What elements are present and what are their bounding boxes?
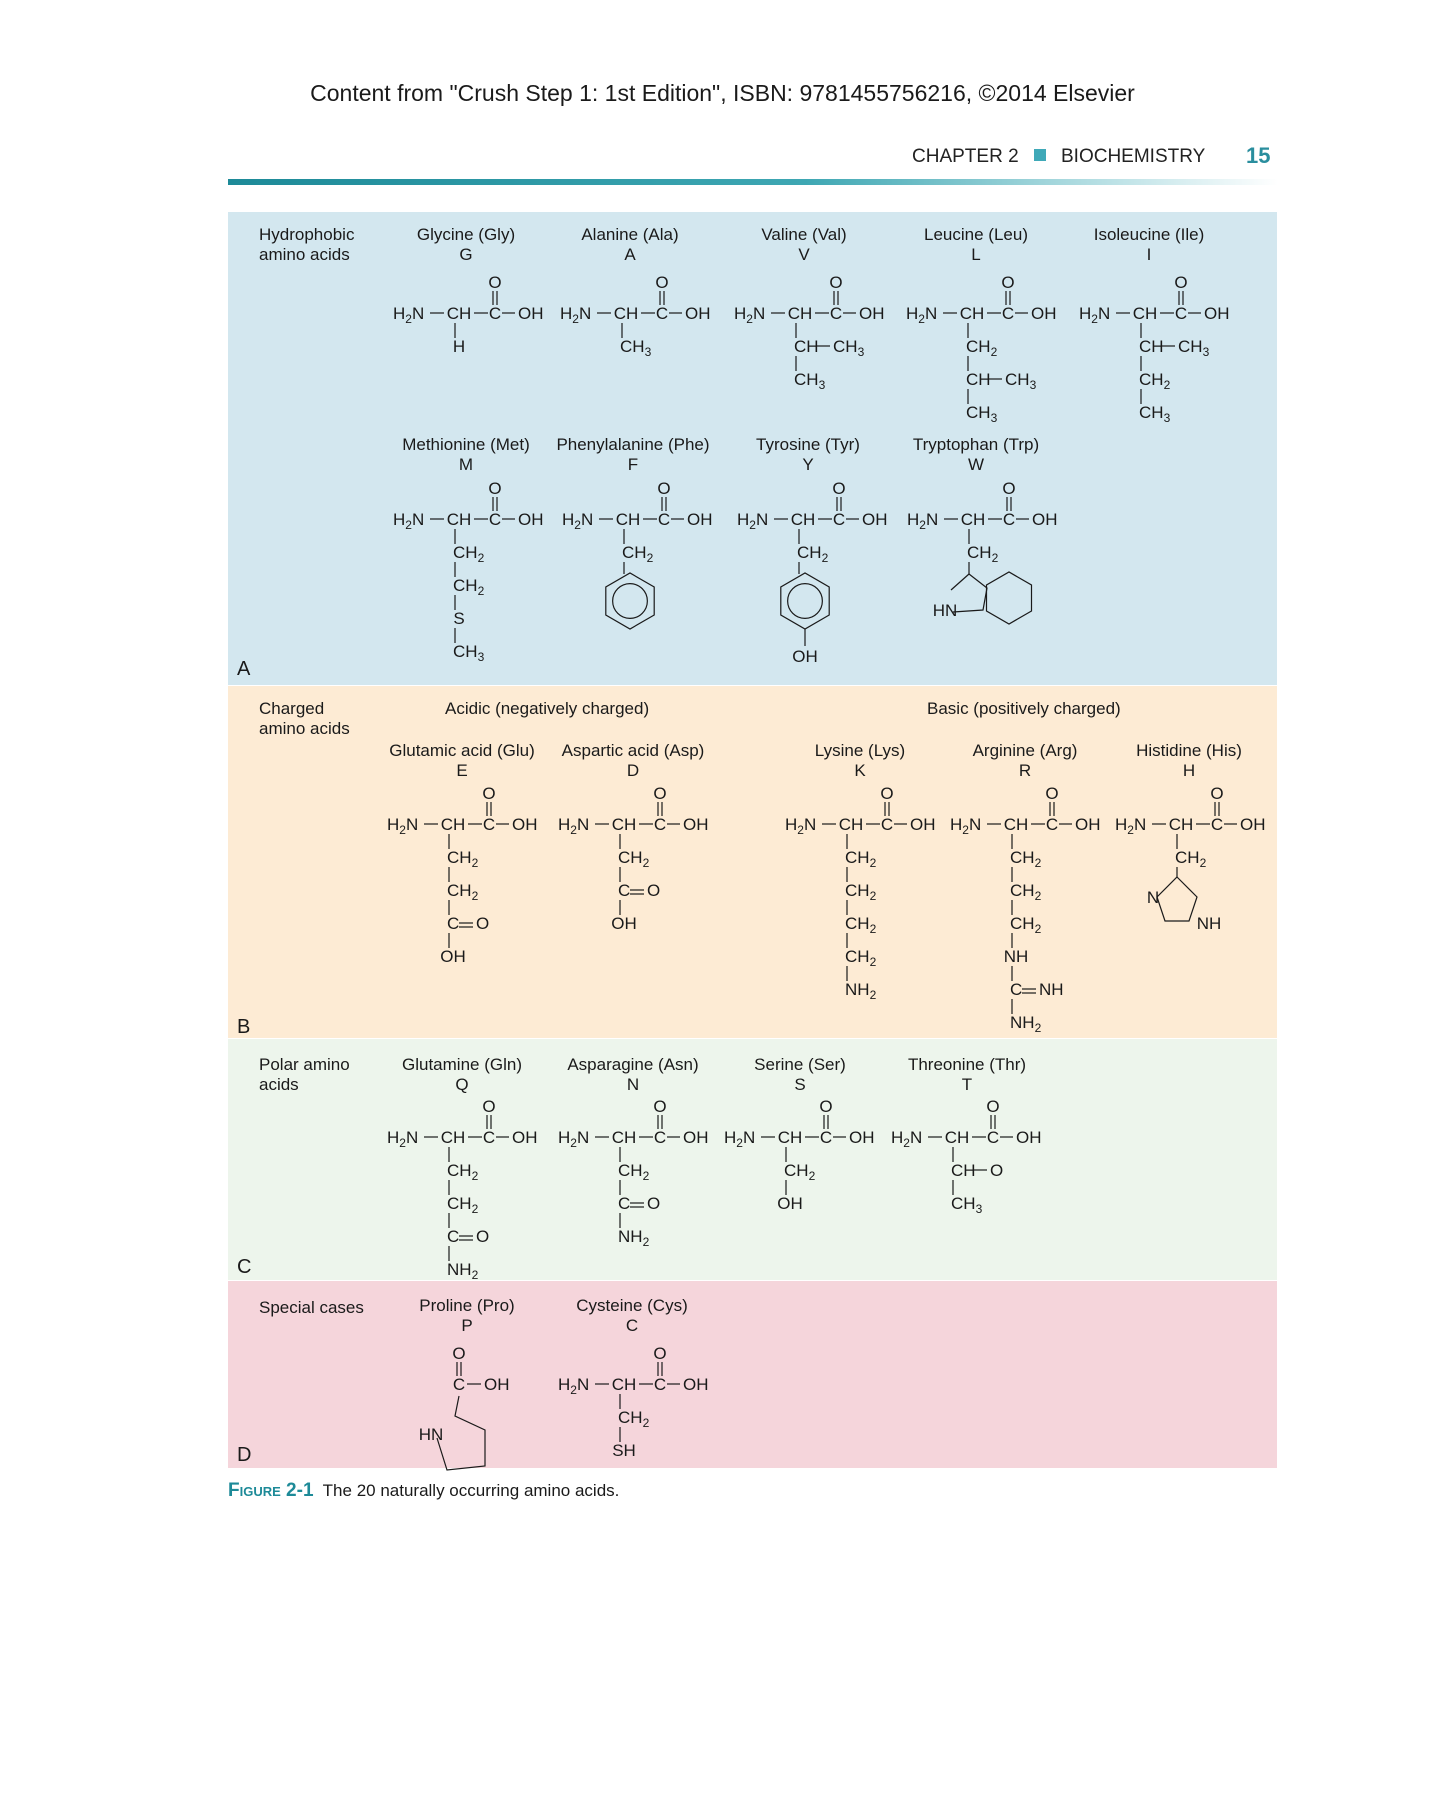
side-chain-label: $CH_2$ [618,1161,650,1183]
side-chain-label: O [476,1227,490,1246]
side-chain-label: $CH_2$ [1175,848,1207,870]
alpha-carbon-label: CH [613,304,639,323]
amine-label: $H_2N$ [891,1128,923,1150]
side-chain-label: C [1010,980,1023,999]
alpha-carbon-label: CH [446,304,472,323]
carbonyl-oxygen-label: O [657,479,671,498]
hydroxyl-label: OH [910,815,936,834]
amine-label: $H_2N$ [737,510,769,532]
amino-acid-name: Tyrosine (Tyr) Y [756,435,860,474]
carbonyl-oxygen-label: O [1210,784,1224,803]
alpha-carbon-label: CH [611,1375,637,1394]
amino-acid-name: Glycine (Gly) G [416,225,516,264]
side-chain-label: HN [932,601,958,620]
hydroxyl-label: OH [1016,1128,1042,1147]
carbonyl-carbon-label: C [482,1128,496,1147]
page-number: 15 [1246,143,1271,168]
figure-number: Figure 2-1 [228,1480,314,1501]
side-chain-label: $CH_2$ [1139,370,1171,392]
hydroxyl-label: OH [1075,815,1101,834]
alpha-carbon-label: CH [440,815,466,834]
amine-label: $H_2N$ [950,815,982,837]
alpha-carbon-label: CH [787,304,813,323]
side-chain-label: $CH_2$ [967,543,999,565]
hydroxyl-label: OH [687,510,713,529]
side-chain-label: C [447,914,460,933]
panel-c-label-line2: acids [259,1075,299,1094]
carbonyl-oxygen-label: O [488,479,502,498]
carbonyl-carbon-label: C [1002,510,1016,529]
panel-b-letter: B [237,1016,251,1038]
hydroxyl-label: OH [849,1128,875,1147]
side-chain-label: $CH_3$ [1005,370,1037,392]
panel-a-label-line1: Hydrophobic [259,225,355,244]
amino-acid-name: Valine (Val) V [761,225,847,264]
side-chain-label: O [990,1161,1004,1180]
side-chain-label: $CH_2$ [845,947,877,969]
subject-label: BIOCHEMISTRY [1061,146,1206,167]
amine-label: $H_2N$ [907,510,939,532]
pyrrolidine-ring [437,1396,485,1470]
side-chain-label: SH [612,1441,636,1460]
hydroxyl-label: OH [1032,510,1058,529]
hydroxyl-label: OH [683,1375,709,1394]
carbonyl-carbon-label: C [653,1375,667,1394]
amino-acid-name: Lysine (Lys) K [814,741,906,780]
side-chain-label: $CH_2$ [845,848,877,870]
side-chain-label: $CH_3$ [951,1194,983,1216]
side-chain-label: $CH_2$ [622,543,654,565]
carbonyl-oxygen-label: O [482,784,496,803]
alpha-carbon-label: CH [960,510,986,529]
side-chain-label: CH [1139,337,1164,356]
pyrrole-ring [953,574,987,612]
side-chain-label: C [618,1194,631,1213]
figure-caption-text: The 20 naturally occurring amino acids. [322,1481,620,1500]
hydroxyl-label: OH [1240,815,1266,834]
side-chain-label: $CH_2$ [1010,881,1042,903]
carbonyl-carbon-label: C [655,304,669,323]
hydroxyl-label: OH [518,304,544,323]
hydroxyl-label: OH [683,815,709,834]
side-chain-label: NH [1196,914,1222,933]
chapter-label: CHAPTER 2 [912,146,1019,167]
side-chain-label: $CH_2$ [447,1194,479,1216]
amine-label: $H_2N$ [387,815,419,837]
carbonyl-oxygen-label: O [880,784,894,803]
alpha-carbon-label: CH [446,510,472,529]
panel-b-label-line1: Charged [259,699,325,718]
amine-label: $H_2N$ [562,510,594,532]
side-chain-label: S [453,609,465,628]
carbonyl-carbon-label: C [653,815,667,834]
carbonyl-carbon-label: C [1001,304,1015,323]
carbonyl-oxygen-label: O [488,273,502,292]
carbonyl-oxygen-label: O [1174,273,1188,292]
carbonyl-oxygen-label: O [1002,479,1016,498]
carbonyl-oxygen-label: O [655,273,669,292]
side-chain-label: OH [611,914,637,933]
side-chain-label: $CH_2$ [845,881,877,903]
panel-a-label-line2: amino acids [259,245,350,264]
hydroxyl-label: OH [859,304,885,323]
panel-b-label-line2: amino acids [259,719,350,738]
amino-acid-name: Serine (Ser) S [754,1055,846,1094]
amino-acid-name: Isoleucine (Ile) I [1093,225,1205,264]
side-chain-label: O [647,1194,661,1213]
side-chain-label: NH [1003,947,1029,966]
carbonyl-carbon-label: C [819,1128,833,1147]
hydroxyl-label: OH [862,510,888,529]
source-banner: Content from "Crush Step 1: 1st Edition", ISBN: 9781455756216, ©2014 Elsevier [310,80,1135,106]
amine-label: $H_2N$ [734,304,766,326]
side-chain-label: N [1146,888,1160,907]
amino-acid-name: Histidine (His) H [1136,741,1242,780]
side-chain-label: HN [418,1425,444,1444]
aromatic-circle [613,584,648,619]
side-chain-label: $CH_3$ [1178,337,1210,359]
side-chain-label: $CH_2$ [447,848,479,870]
hydroxyl-label: OH [512,815,538,834]
side-chain-label: $CH_2$ [618,1408,650,1430]
amine-label: $H_2N$ [906,304,938,326]
basic-group-label: Basic (positively charged) [927,699,1121,718]
alpha-carbon-label: CH [611,1128,637,1147]
carbonyl-carbon-label: C [986,1128,1000,1147]
side-chain-label: $NH_2$ [845,980,877,1002]
carbonyl-carbon-label: C [482,815,496,834]
hydroxyl-label: OH [1204,304,1230,323]
side-chain-label: O [476,914,490,933]
side-chain-label: $CH_2$ [1010,848,1042,870]
panel-d-label: Special cases [259,1298,364,1317]
amine-label: $H_2N$ [785,815,817,837]
side-chain-label: $CH_2$ [797,543,829,565]
carbonyl-carbon-label: C [829,304,843,323]
alpha-carbon-label: CH [790,510,816,529]
amine-label: $H_2N$ [1079,304,1111,326]
carbonyl-oxygen-label: O [986,1097,1000,1116]
amino-acid-name: Glutamic acid (Glu) E [389,741,535,780]
hydroxyl-label: OH [518,510,544,529]
alpha-carbon-label: CH [838,815,864,834]
carbonyl-carbon-label: C [488,304,502,323]
amino-acid-name: Methionine (Met) M [402,435,530,474]
amino-acid-name: Cysteine (Cys) C [576,1296,688,1335]
amino-acid-name: Phenylalanine (Phe) F [556,435,710,474]
side-chain-label: CH [951,1161,976,1180]
carbonyl-carbon-label: C [488,510,502,529]
amino-acid-name: Alanine (Ala) A [581,225,679,264]
carbonyl-oxygen-label: O [819,1097,833,1116]
side-chain-label: C [618,881,631,900]
side-chain-label: $CH_2$ [784,1161,816,1183]
side-chain-label: OH [792,647,818,666]
amine-label: $H_2N$ [558,815,590,837]
side-chain-label: $NH_2$ [1010,1013,1042,1035]
carbonyl-oxygen-label: O [1045,784,1059,803]
side-chain-label: $CH_3$ [833,337,865,359]
amine-label: $H_2N$ [387,1128,419,1150]
side-chain-label: C [447,1227,460,1246]
carbonyl-carbon-label: C [832,510,846,529]
side-chain-label: O [647,881,661,900]
amine-label: $H_2N$ [724,1128,756,1150]
carbonyl-oxygen-label: O [832,479,846,498]
hydroxyl-label: OH [685,304,711,323]
imidazole-ring [1157,877,1197,921]
side-chain-label: $CH_2$ [453,576,485,598]
alpha-carbon-label: CH [611,815,637,834]
hydroxyl-label: OH [683,1128,709,1147]
side-chain-label: NH [1039,980,1064,999]
side-chain-label: $CH_3$ [453,642,485,664]
amino-acid-name: Glutamine (Gln) Q [402,1055,522,1094]
carbonyl-oxygen-label: O [829,273,843,292]
carbonyl-carbon-label: C [880,815,894,834]
side-chain-label: CH [966,370,991,389]
panel-d-letter: D [237,1444,252,1466]
side-chain-label: CH [794,337,819,356]
side-chain-label: H [452,337,466,356]
side-chain-label: $CH_2$ [453,543,485,565]
carbonyl-carbon-label: C [1210,815,1224,834]
amine-label: $H_2N$ [558,1375,590,1397]
amino-acid-name: Threonine (Thr) T [907,1055,1027,1094]
side-chain-label: $CH_3$ [794,370,826,392]
carbonyl-oxygen-label: O [653,1097,667,1116]
carbonyl-oxygen-label: O [482,1097,496,1116]
amine-label: $H_2N$ [558,1128,590,1150]
amine-label: $H_2N$ [1115,815,1147,837]
carbonyl-oxygen-label: O [653,784,667,803]
side-chain-label: $CH_3$ [1139,403,1171,425]
amino-acid-name: Asparagine (Asn) N [567,1055,699,1094]
panel-c-letter: C [237,1256,252,1278]
hydroxyl-label: OH [484,1375,510,1394]
side-chain-label: $CH_3$ [966,403,998,425]
alpha-carbon-label: CH [1003,815,1029,834]
amine-label: $H_2N$ [393,304,425,326]
alpha-carbon-label: CH [615,510,641,529]
side-chain-label: OH [440,947,466,966]
side-chain-label: $CH_3$ [620,337,652,359]
amino-acid-name: Leucine (Leu) L [924,225,1028,264]
carbonyl-carbon-label: C [452,1375,466,1394]
alpha-carbon-label: CH [440,1128,466,1147]
carbonyl-oxygen-label: O [452,1344,466,1363]
amino-acid-name: Arginine (Arg) R [972,741,1078,780]
side-chain-label: $CH_2$ [966,337,998,359]
panel-a-letter: A [237,658,251,680]
alpha-carbon-label: CH [944,1128,970,1147]
carbonyl-oxygen-label: O [1001,273,1015,292]
side-chain-label: $CH_2$ [845,914,877,936]
pyrrole-ring [951,574,969,590]
side-chain-label: $NH_2$ [447,1260,479,1282]
carbonyl-oxygen-label: O [653,1344,667,1363]
indole-benzene-ring [987,572,1032,624]
amine-label: $H_2N$ [560,304,592,326]
side-chain-label: $CH_2$ [447,1161,479,1183]
amino-acid-name: Tryptophan (Trp) W [912,435,1040,474]
hydroxyl-label: OH [512,1128,538,1147]
side-chain-label: $NH_2$ [618,1227,650,1249]
alpha-carbon-label: CH [1168,815,1194,834]
alpha-carbon-label: CH [959,304,985,323]
side-chain-label: $CH_2$ [618,848,650,870]
panel-c-label-line1: Polar amino [259,1055,350,1074]
alpha-carbon-label: CH [1132,304,1158,323]
hydroxyl-label: OH [1031,304,1057,323]
side-chain-label: $CH_2$ [1010,914,1042,936]
carbonyl-carbon-label: C [1045,815,1059,834]
alpha-carbon-label: CH [777,1128,803,1147]
side-chain-label: OH [777,1194,803,1213]
aromatic-circle [788,584,823,619]
amino-acid-name: Proline (Pro) P [419,1296,515,1335]
amine-label: $H_2N$ [393,510,425,532]
acidic-group-label: Acidic (negatively charged) [445,699,650,718]
side-chain-label: $CH_2$ [447,881,479,903]
amino-acid-name: Aspartic acid (Asp) D [561,741,705,780]
carbonyl-carbon-label: C [1174,304,1188,323]
carbonyl-carbon-label: C [657,510,671,529]
carbonyl-carbon-label: C [653,1128,667,1147]
